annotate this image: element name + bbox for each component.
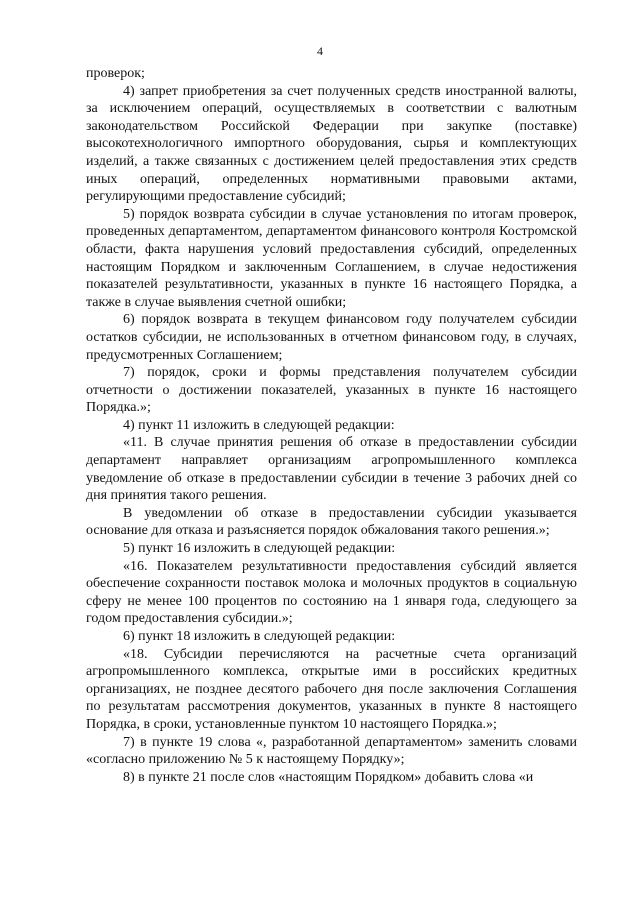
document-body bbox=[86, 65, 577, 786]
paragraph-amend-19: 7) в пункте 19 слова «, разработанной департаментом» заменить словами «согласно приложению № 5 к настоящему Порядку»; bbox=[86, 734, 577, 768]
page-number: 4 bbox=[317, 44, 323, 58]
paragraph-clause-18: «18. Субсидии перечисляются на расчетные счета организаций агропромышленного комплекса, открытые ими в российских кредитных организациях, не позднее десятого рабочего дня после заключения Соглашения по результатам рассмотрения документов, указанных в пункте 8 настоящего Порядка, в сроки, установленные пунктом 10 настоящего Порядка.»; bbox=[86, 646, 577, 732]
paragraph-item-6: 6) порядок возврата в текущем финансовом году получателем субсидии остатков субсидии, не использованных в отчетном финансовом году, в случаях, предусмотренных Соглашением; bbox=[86, 312, 577, 363]
paragraph-amend-11: 4) пункт 11 изложить в следующей редакции: bbox=[123, 417, 395, 433]
paragraph-continuation: проверок; bbox=[86, 66, 145, 81]
paragraph-amend-18: 6) пункт 18 изложить в следующей редакции: bbox=[123, 629, 396, 644]
paragraph-clause-11-notice: В уведомлении об отказе в предоставлении субсидии указывается основание для отказа и разъясняется порядок обжалования такого решения.»; bbox=[86, 505, 577, 539]
paragraph-amend-16: 5) пункт 16 изложить в следующей редакции: bbox=[123, 541, 396, 557]
paragraph-clause-16: «16. Показателем результативности предоставления субсидий является обеспечение сохранности поставок молока и молочных продуктов в социальную сферу не менее 100 процентов по состоянию на 1 января года, следующего за годом предоставления субсидии.»; bbox=[86, 558, 577, 627]
paragraph-item-5: 5) порядок возврата субсидии в случае установления по итогам проверок, проведенных департаментом, департаментом финансового контроля Костромской области, факта нарушения условий предоставления субсидий, определенных настоящим Порядком и заключенным Соглашением, в случае недостижения показателей результативности, указанных в пункте 16 настоящего Порядка, а также в случае выявления счетной ошибки; bbox=[86, 206, 577, 310]
paragraph-item-7: 7) порядок, сроки и формы представления получателем субсидии отчетности о достижении показателей, указанных в пункте 16 настоящего Порядка.»; bbox=[86, 365, 577, 416]
paragraph-clause-11: «11. В случае принятия решения об отказе в предоставлении субсидии департамент направляет организациям агропромышленного комплекса уведомление об отказе в предоставлении субсидии в течение 3 рабочих дней со дня принятия такого решения. bbox=[86, 435, 577, 504]
paragraph-item-4: 4) запрет приобретения за счет полученных средств иностранной валюты, за исключением операций, осуществляемых в соответствии с валютным законодательством Российской Федерации при закупке (поставке) высокотехнологичного импортного оборудования, сырья и комплектующих изделий, а также связанных с достижением целей предоставления этих средств иных операций, определенных нормативными правовыми актами, регулирующими предоставление субсидий; bbox=[86, 83, 577, 205]
paragraph-amend-21: 8) в пункте 21 после слов «настоящим Порядком» добавить слова «и bbox=[123, 769, 534, 785]
